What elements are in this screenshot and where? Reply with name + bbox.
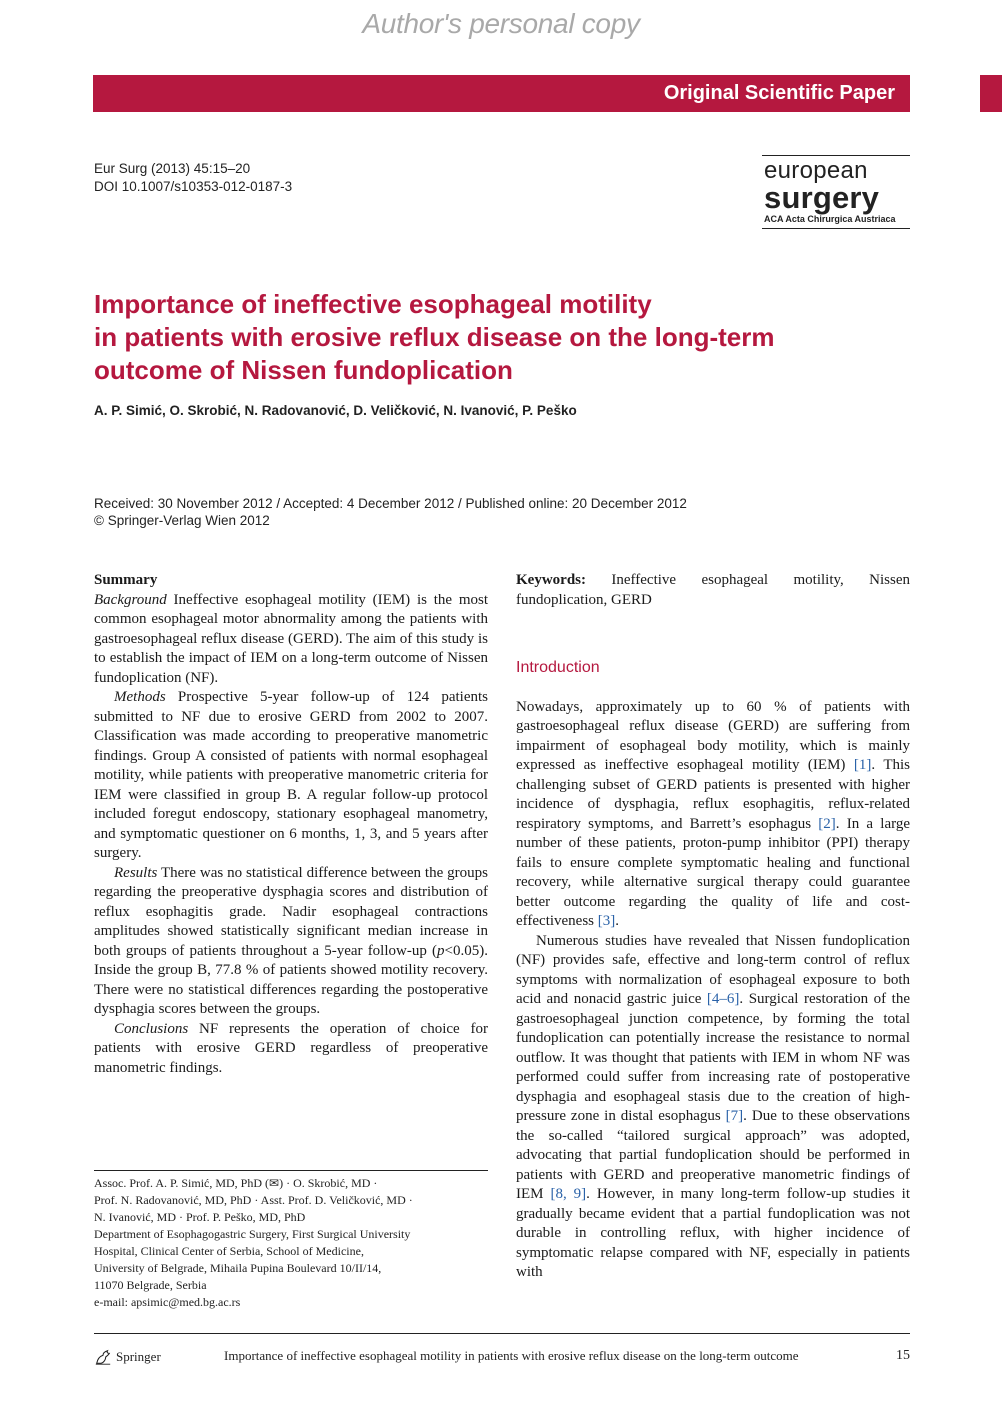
- introduction-heading: Introduction: [516, 659, 600, 676]
- page-footer: [94, 1348, 910, 1370]
- journal-logo: [762, 155, 910, 229]
- intro-text: . Surgical restoration of the gastroesophageal junction competence, by forming the total fundoplication can potentially increase the resistance to normal outflow. It was thought that patients with IEM in whom NF was performed could suffer from increasing rate of postoperative dysphagia and esophageal stasis due to the creation of high-pressure zone in distal esophagus: [516, 991, 910, 1124]
- title-line-3: outcome of Nissen fundoplication: [94, 355, 513, 385]
- conclusions-label: Conclusions: [114, 1020, 189, 1037]
- results-text-a: There was no statistical difference between the groups regarding the preoperative dysphagia scores and distribution of reflux esophagitis grade. Nadir esophageal contractions amplitudes showed statistically significant median increase in both groups of patients throughout a 5-year follow-up (: [94, 864, 488, 959]
- citation-journal: Eur Surg (2013) 45:15–20: [94, 161, 251, 176]
- publisher: [94, 1348, 161, 1366]
- results-label: Results: [114, 864, 158, 881]
- citation-doi: DOI 10.1007/s10353-012-0187-3: [94, 179, 293, 194]
- footnote-email[interactable]: e-mail: apsimic@med.bg.ac.rs: [94, 1295, 241, 1309]
- footnote-line: 11070 Belgrade, Serbia: [94, 1278, 207, 1292]
- citation-link[interactable]: [7]: [725, 1108, 744, 1124]
- journal-logo-top: european: [764, 157, 868, 184]
- summary-conclusions: [94, 1020, 488, 1079]
- article-type-label: Original Scientific Paper: [663, 82, 895, 104]
- footnote-line: University of Belgrade, Mihaila Pupina Boulevard 10/II/14,: [94, 1261, 382, 1275]
- intro-text: . In a large number of these patients, proton-pump inhibitor (PPI) therapy fails to ensure complete symptomatic healing and functional recovery, while alternative surgical therapy could guarantee better outcome regarding the quality of life and cost-effectiveness: [516, 815, 910, 929]
- publisher-name: Springer: [116, 1349, 161, 1364]
- summary-methods: [94, 688, 488, 864]
- footnote-line: Hospital, Clinical Center of Serbia, School of Medicine,: [94, 1244, 364, 1258]
- received-dates: Received: 30 November 2012 / Accepted: 4 December 2012 / Published online: 20 December 2012: [94, 496, 687, 511]
- background-label: Background: [94, 591, 167, 608]
- right-column: [516, 571, 910, 1283]
- left-column: [94, 571, 488, 1078]
- summary-background: [94, 591, 488, 689]
- article-type-banner: [93, 75, 910, 112]
- author-list: A. P. Simić, O. Skrobić, N. Radovanović, D. Veličković, N. Ivanović, P. Peško: [94, 403, 577, 418]
- citation-link[interactable]: [3]: [597, 913, 616, 929]
- footnote-line: N. Ivanović, MD · Prof. P. Peško, MD, PhD: [94, 1210, 306, 1224]
- intro-text: . This challenging subset of GERD patients is presented with higher incidence of dysphagia, reflux esophagitis, reflux-related respiratory symptoms, and Barrett’s esophagus: [516, 757, 910, 832]
- title-line-2: in patients with erosive reflux disease on the long-term: [94, 322, 775, 352]
- running-title: Importance of ineffective esophageal motility in patients with erosive reflux disease on the long-term outcome: [224, 1348, 799, 1363]
- methods-text: Prospective 5-year follow-up of 124 patients submitted to NF due to erosive GERD from 2002 to 2007. Classification was made according to preoperative manometric findings. Group A consisted of patients with normal esophageal motility, while patients with preoperative manometric criteria for IEM were classified in group B. A regular follow-up protocol included foregut endoscopy, stationary esophageal manometry, and symptomatic questioner on 6 months, 1, 3, and 5 years after surgery.: [94, 689, 488, 861]
- background-text: Ineffective esophageal motility (IEM) is the most common esophageal motor abnormality among the patients with gastroesophageal reflux disease (GERD). The aim of this study is to establish the impact of IEM on a long-term outcome of Nissen fundoplication (NF).: [94, 591, 488, 686]
- intro-text: .: [615, 913, 620, 929]
- article-title: [94, 288, 854, 387]
- edge-tab: [980, 75, 1002, 112]
- journal-logo-sub: ACA Acta Chirurgica Austriaca: [764, 214, 896, 224]
- footnote-line: Assoc. Prof. A. P. Simić, MD, PhD (✉) · O. Skrobić, MD ·: [94, 1176, 378, 1190]
- intro-paragraph-2: [516, 932, 910, 1283]
- results-p-symbol: p: [437, 942, 445, 959]
- footnote-line: Department of Esophagogastric Surgery, First Surgical University: [94, 1227, 411, 1241]
- methods-label: Methods: [114, 689, 166, 705]
- citation-link[interactable]: [4–6]: [706, 991, 740, 1007]
- conclusions-text: NF represents the operation of choice for patients with erosive GERD regardless of preoperative manometric findings.: [94, 1020, 488, 1076]
- intro-text: Nowadays, approximately up to 60 % of patients with gastroesophageal reflux disease (GERD) are suffering from impairment of esophageal body motility, which is mainly expressed as ineffective esophageal motility (IEM): [516, 698, 910, 773]
- keywords-text: Ineffective esophageal motility, Nissen fundoplication, GERD: [516, 572, 910, 608]
- footnote-line: Prof. N. Radovanović, MD, PhD · Asst. Prof. D. Veličković, MD ·: [94, 1193, 413, 1207]
- intro-text: Numerous studies have revealed that Nissen fundoplication (NF) provides safe, effective and long-term control of reflux symptoms with normalization of esophageal exposure to both acid and nonacid gastric juice: [516, 932, 910, 1007]
- summary-results: [94, 864, 488, 1020]
- footer-rule: [94, 1333, 910, 1334]
- intro-text: . However, in many long-term follow-up studies it gradually became evident that a partial fundoplication was not durable in controlling reflux, with higher incidence of symptomatic relapse compared with NF, especially in patients with: [516, 1186, 910, 1280]
- citation-link[interactable]: [8, 9]: [550, 1186, 587, 1202]
- author-affiliation-footnote: [94, 1170, 488, 1311]
- keywords-label: Keywords:: [516, 572, 586, 588]
- intro-paragraph-1: [516, 698, 910, 932]
- citation: [94, 160, 292, 196]
- watermark: Author's personal copy: [362, 8, 640, 39]
- citation-link[interactable]: [1]: [853, 757, 872, 773]
- summary-heading: Summary: [94, 572, 158, 588]
- springer-horse-icon: [94, 1348, 112, 1366]
- copyright: © Springer-Verlag Wien 2012: [94, 513, 270, 528]
- page-number: 15: [896, 1348, 910, 1363]
- citation-link[interactable]: [2]: [818, 815, 836, 832]
- intro-text: . Due to these observations the so-called “tailored surgical approach” was adopted, advocating that partial fundoplication should be performed in patients with GERD and preoperative manometric findings of IEM: [516, 1108, 910, 1202]
- results-text-b: <0.05). Inside the group B, 77.8 % of patients showed motility recovery. There were no statistical differences regarding the postoperative dysphagia scores between the groups.: [94, 942, 488, 1017]
- title-line-1: Importance of ineffective esophageal motility: [94, 289, 652, 319]
- journal-logo-main: surgery: [764, 180, 880, 215]
- publication-dates: [94, 495, 687, 529]
- keywords: [516, 571, 910, 610]
